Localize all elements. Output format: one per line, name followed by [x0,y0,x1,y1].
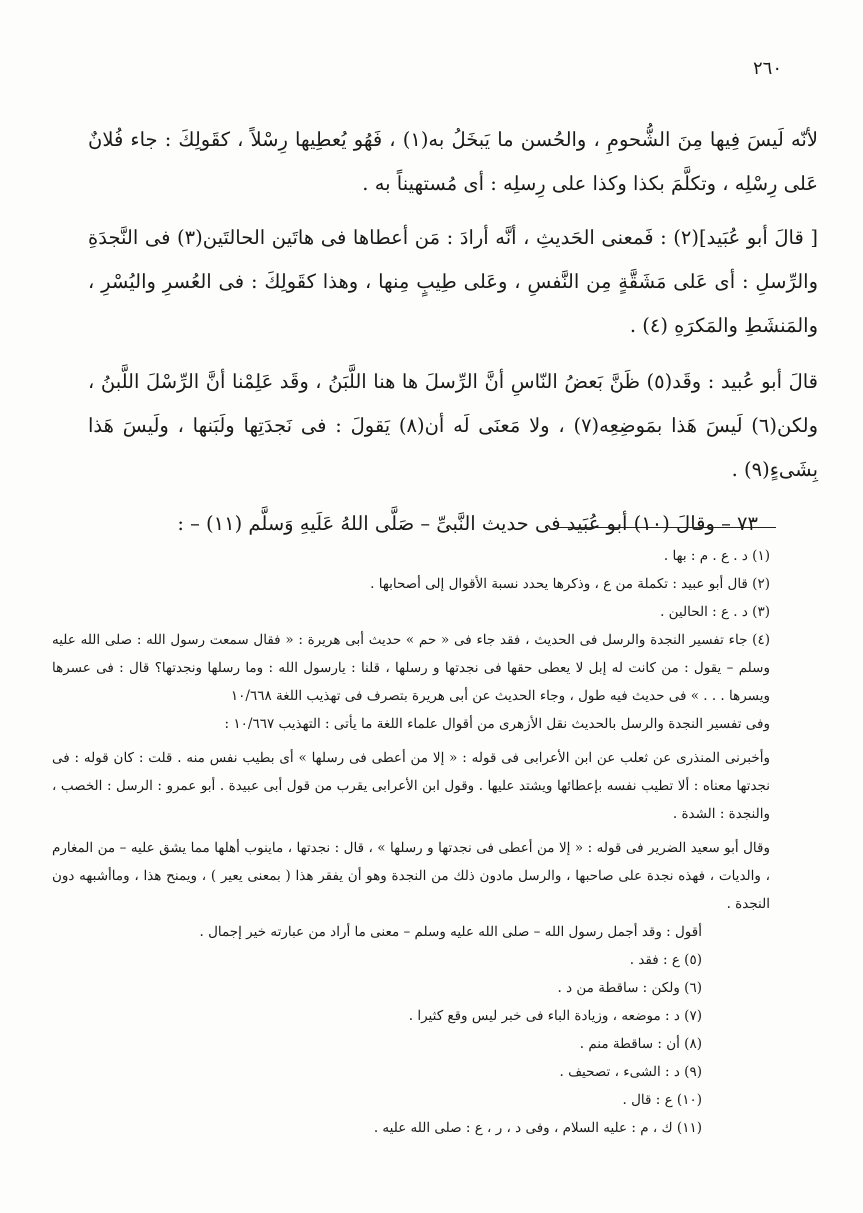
footnote-separator [558,527,776,528]
main-paragraph-3: قالَ أبو عُبيد : وقَد(٥) ظَنَّ بَعضُ النّاسِ أنَّ الرِّسلَ ها هنا اللَّبَنُ ، وقَد عَلِمْنا أنَّ الرِّسْلَ اللَّبنُ ، ولكن(٦) لَيسَ هَذا بمَوضِعِه(٧) ، ولا مَعنَى لَه أن(٨) يَقولَ : فى نَجدَتِها ولَبَنها ، ولَيسَ هَذا بِشَىءٍ(٩) . [88,370,818,481]
main-paragraph-2: [ قالَ أبو عُبَيد](٢) : فَمعنى الحَديثِ ، أنَّه أرادَ : مَن أعطاها فى هاتَين الحالتَين(٣) فى النَّجدَةِ والرِّسلِ : أى عَلى مَشَقَّةٍ مِن النَّفسِ ، وعَلى طِيبٍ مِنها ، وهذا كقَولِكَ : فى العُسرِ واليُسْرِ ، والمَنشَطِ والمَكرَهِ (٤) . [88,226,818,337]
main-paragraph-1: لأنّه لَيسَ فِيها مِنَ الشُّحومِ ، والحُسن ما يَبخَلُ به(١) ، فَهُو يُعطِيها رِسْلاً ، كقَولِكَ : جاء فُلانٌ عَلى رِسْلِه ، وتكلَّمَ بكذا وكذا على رِسلِه : أى مُستهيناً به . [88,128,818,195]
footnote-11: (١١) ك ، م : عليه السلام ، وفى د ، ر ، ع : صلى الله عليه . [373,1120,702,1136]
footnotes [52,542,792,1142]
footnote-6: (٦) ولكن : ساقطة من د . [557,980,702,996]
footnote-7: (٧) د : موضعه ، وزيادة الباء فى خبر ليس وقع كثيرا . [408,1008,702,1024]
footnote-5: (٥) ع : فقد . [629,952,702,968]
main-paragraph-4: ٧٣ – وقالَ (١٠) أبو عُبَيد فى حديث النَّبىِّ – صَلَّى اللهُ عَلَيهِ وَسلَّم (١١) – : [177,512,758,535]
footnote-4-azhari: وفى تفسير النجدة والرسل بالحديث نقل الأزهرى من أقوال علماء اللغة ما يأتى : التهذيب ١٠/٦٦٧ : [224,716,770,732]
main-text [88,118,818,556]
footnote-4-comment: أقول : وقد أجمل رسول الله – صلى الله عليه وسلم – معنى ما أراد من عبارته خير إجمال . [199,924,702,940]
footnote-10: (١٠) ع : قال . [622,1092,702,1108]
footnote-4-hadith: (٤) جاء تفسير النجدة والرسل فى الحديث ، فقد جاء فى « حم » حديث أبى هريرة : « فقال سمعت رسول الله : صلى الله عليه وسلم – يقول : من كانت له إبل لا يعطى حقها فى نجدتها و رسلها ، قلنا : يارسول الله : وما رسلها ونجدتها؟ قال : فى عسرها ويسرها . . . » فى حديث فيه طول ، وجاء الحديث عن أبى هريرة بتصرف فى تهذيب اللغة ١٠/٦٦٨ [52,632,770,704]
footnote-9: (٩) د : الشىء ، تصحيف . [559,1064,702,1080]
footnote-4-darir: وقال أبو سعيد الضرير فى قوله : « إلا من أعطى فى نجدتها و رسلها » ، قال : نجدتها ، ماينوب أهلها مما يشق عليه – من المغارم ، والديات ، فهذه نجدة على صاحبها ، والرسل مادون ذلك من النجدة وهو أن يفقر هذا ( بمعنى يعير ) ، ويمنح هذا ، وماأشبهه دون النجدة . [52,840,770,912]
footnote-8: (٨) أن : ساقطة منم . [579,1036,702,1052]
footnote-1: (١) د . ع . م : بها . [663,548,770,564]
footnote-3: (٣) د . ع : الحالين . [660,604,770,620]
page-number: ٢٦٠ [752,58,782,79]
footnote-4-mundhiri: وأخبرنى المنذرى عن ثعلب عن ابن الأعرابى فى قوله : « إلا من أعطى فى رسلها » أى بطيب نفس منه . قلت : كان قوله : فى نجدتها معناه : ألا تطيب نفسه بإعطائها ويشتد عليها . وقول ابن الأعرابى يقرب من قول أبى عبيدة . أبو عمرو : الرسل : الخصب ، والنجدة : الشدة . [52,750,770,822]
footnote-2: (٢) قال أبو عبيد : تكملة من ع ، وذكرها يحدد نسبة الأقوال إلى أصحابها . [370,576,770,592]
